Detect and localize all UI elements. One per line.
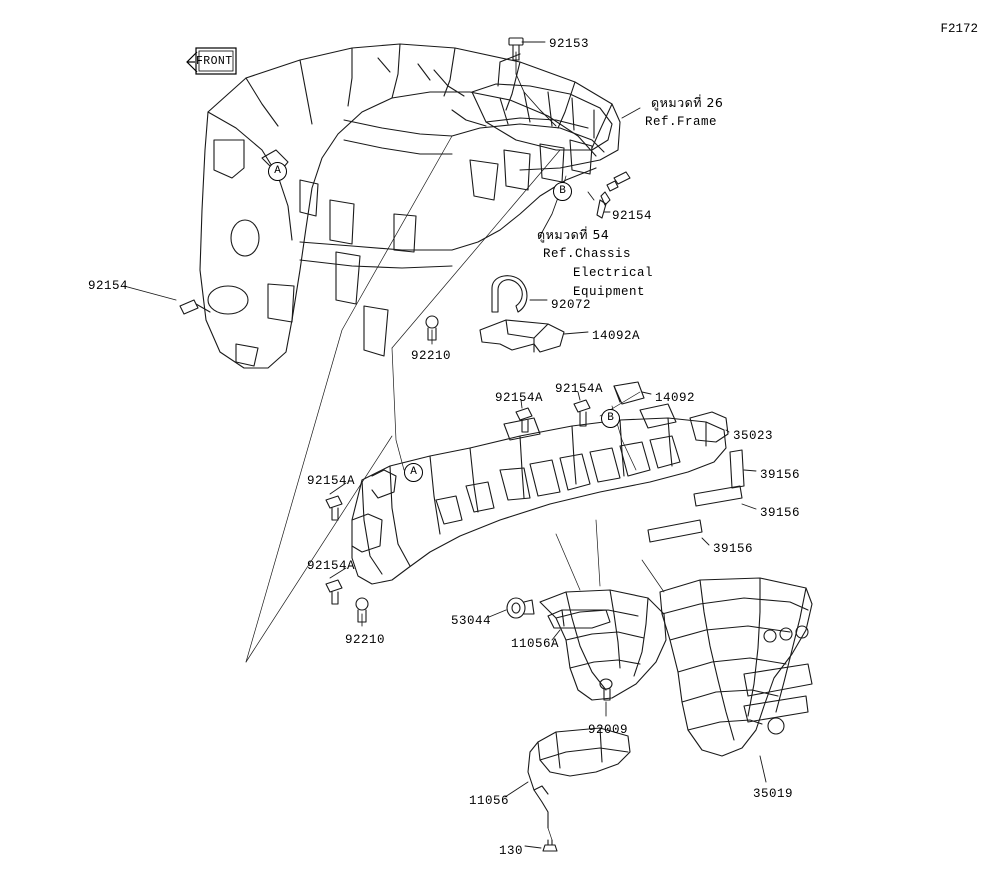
part-label-11056: 11056 bbox=[469, 794, 510, 808]
part-label-39156: 39156 bbox=[713, 542, 754, 556]
part-label-92154A: 92154A bbox=[307, 474, 356, 488]
part-label-92154A: 92154A bbox=[307, 559, 356, 573]
part-label-92154A: 92154A bbox=[555, 382, 604, 396]
part-label-92154: 92154 bbox=[612, 209, 653, 223]
callout-marker-b: B bbox=[553, 182, 572, 201]
callout-marker-b: B bbox=[601, 409, 620, 428]
part-label-92210: 92210 bbox=[411, 349, 452, 363]
part-label-35023: 35023 bbox=[733, 429, 774, 443]
part-label-14092A: 14092A bbox=[592, 329, 641, 343]
part-label-53044: 53044 bbox=[451, 614, 492, 628]
part-label-92154A: 92154A bbox=[495, 391, 544, 405]
part-label-RefChassis: Ref.Chassis bbox=[543, 247, 632, 261]
part-label-RefFrame: Ref.Frame bbox=[645, 115, 718, 129]
part-label-92009: 92009 bbox=[588, 723, 629, 737]
front-badge-label: FRONT bbox=[196, 55, 233, 68]
part-label-92153: 92153 bbox=[549, 37, 590, 51]
part-label-35019: 35019 bbox=[753, 787, 794, 801]
part-label-130: 130 bbox=[499, 844, 524, 858]
part-label-39156: 39156 bbox=[760, 506, 801, 520]
part-label-92072: 92072 bbox=[551, 298, 592, 312]
callout-marker-a: A bbox=[404, 463, 423, 482]
part-label-39156: 39156 bbox=[760, 468, 801, 482]
part-label-ดูหมวดที่54: ดูหมวดที่ 54 bbox=[537, 227, 610, 242]
part-label-92154: 92154 bbox=[88, 279, 129, 293]
part-label-ดูหมวดที่26: ดูหมวดที่ 26 bbox=[651, 95, 724, 110]
part-label-92210: 92210 bbox=[345, 633, 386, 647]
part-label-Equipment: Equipment bbox=[573, 285, 646, 299]
part-label-Electrical: Electrical bbox=[573, 266, 654, 280]
part-label-11056A: 11056A bbox=[511, 637, 560, 651]
diagram-code: F2172 bbox=[940, 22, 978, 36]
part-label-14092: 14092 bbox=[655, 391, 696, 405]
callout-marker-a: A bbox=[268, 162, 287, 181]
